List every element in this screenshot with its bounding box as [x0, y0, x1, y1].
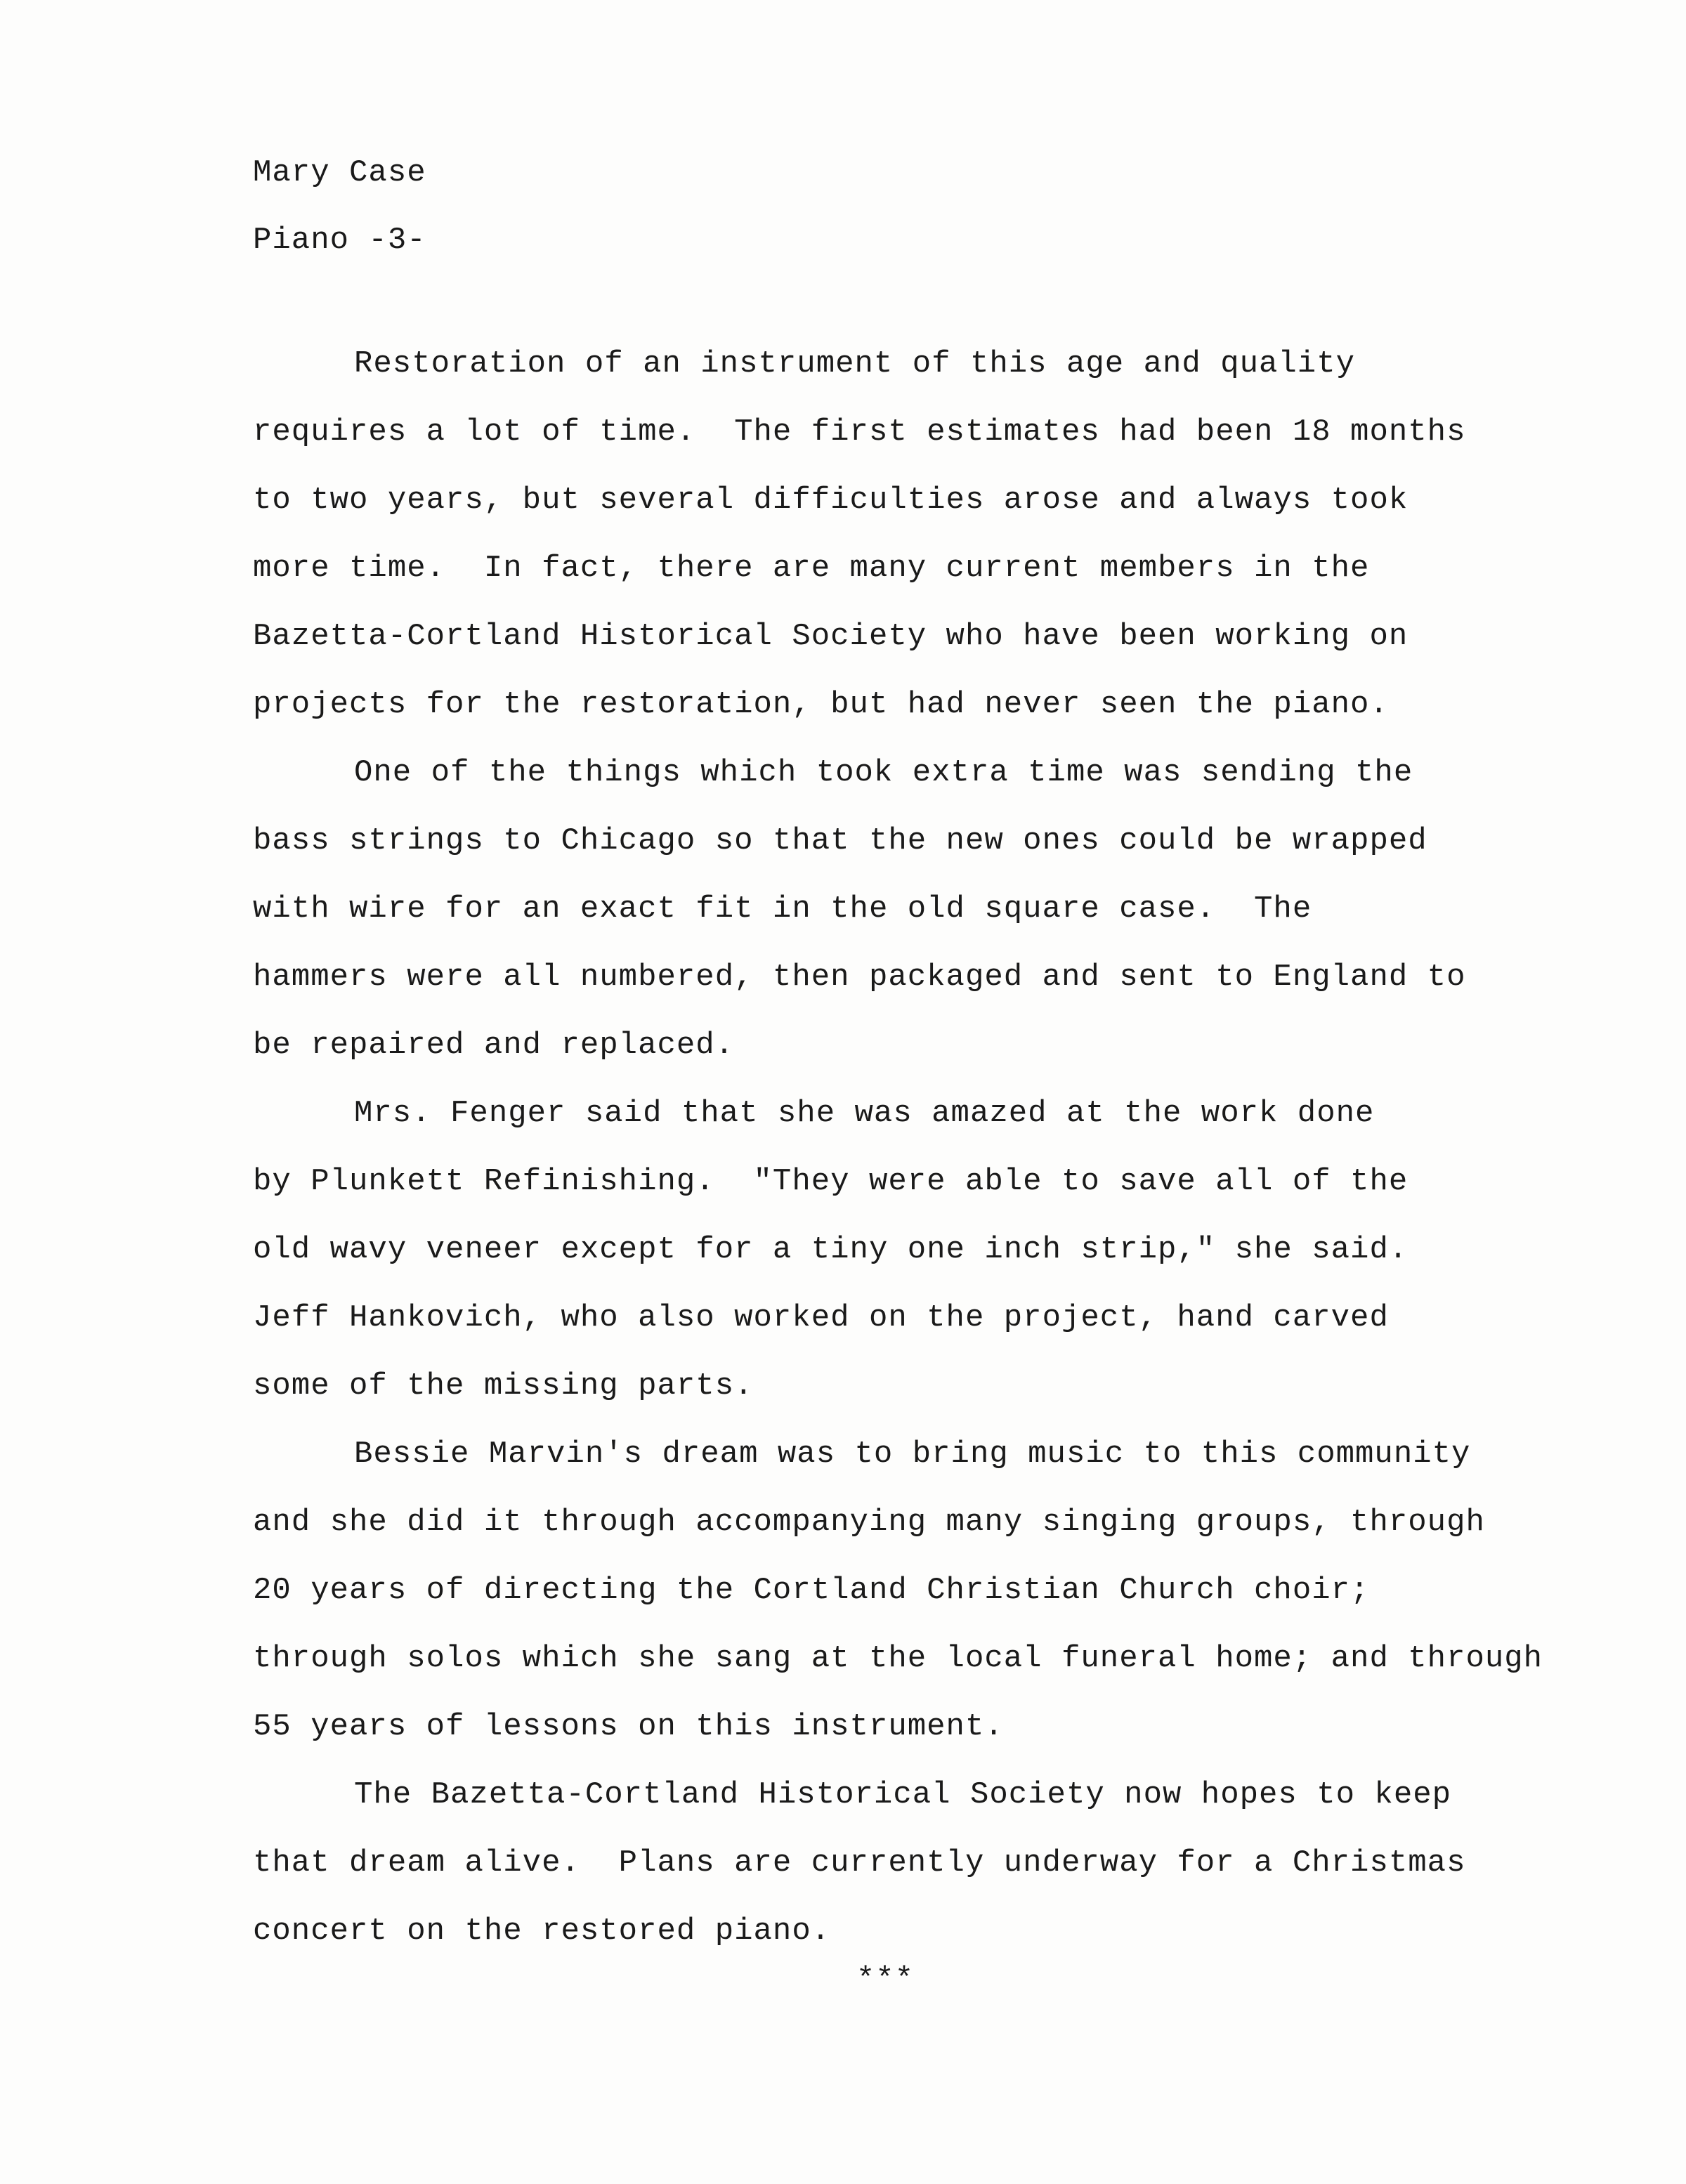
text-line: more time. In fact, there are many current members in the	[253, 551, 1370, 586]
paragraph-restoration	[253, 330, 1630, 739]
text-line: 20 years of directing the Cortland Christian Church choir;	[253, 1573, 1370, 1608]
text-line: and she did it through accompanying many singing groups, through	[253, 1505, 1485, 1540]
text-line: old wavy veneer except for a tiny one inch strip," she said.	[253, 1232, 1409, 1267]
text-line: be repaired and replaced.	[253, 1028, 735, 1063]
end-mark: ***	[856, 1962, 915, 1997]
text-line: with wire for an exact fit in the old square case. The	[253, 891, 1312, 927]
text-line: through solos which she sang at the local funeral home; and through	[253, 1641, 1543, 1676]
text-line: to two years, but several difficulties arose and always took	[253, 483, 1409, 518]
article-body	[253, 330, 1630, 1966]
text-line: 55 years of lessons on this instrument.	[253, 1709, 1004, 1744]
text-line: Restoration of an instrument of this age and quality	[354, 346, 1356, 381]
text-line: The Bazetta-Cortland Historical Society now hopes to keep	[354, 1777, 1452, 1812]
text-line: by Plunkett Refinishing. "They were able to save all of the	[253, 1164, 1409, 1199]
text-line: Jeff Hankovich, who also worked on the project, hand carved	[253, 1300, 1389, 1335]
text-line: some of the missing parts.	[253, 1368, 754, 1404]
text-line: bass strings to Chicago so that the new ones could be wrapped	[253, 823, 1427, 858]
text-line: Bessie Marvin's dream was to bring music to this community	[354, 1437, 1471, 1472]
text-line: requires a lot of time. The first estimates had been 18 months	[253, 414, 1466, 450]
paragraph-refinishing	[253, 1080, 1630, 1420]
text-line: hammers were all numbered, then packaged and sent to England to	[253, 960, 1466, 995]
paragraph-bass-strings	[253, 739, 1630, 1080]
text-line: Bazetta-Cortland Historical Society who have been working on	[253, 619, 1409, 654]
text-line: Mrs. Fenger said that she was amazed at the work done	[354, 1096, 1375, 1131]
text-line: that dream alive. Plans are currently underway for a Christmas	[253, 1845, 1466, 1881]
text-line: concert on the restored piano.	[253, 1914, 831, 1949]
paragraph-bessie-marvin	[253, 1420, 1630, 1761]
document-header	[253, 139, 426, 274]
text-line: projects for the restoration, but had never seen the piano.	[253, 687, 1389, 722]
text-line: One of the things which took extra time was sending the	[354, 755, 1413, 790]
page-slug: Piano -3-	[253, 223, 426, 258]
paragraph-society-plans	[253, 1761, 1630, 1966]
author-name: Mary Case	[253, 155, 426, 190]
